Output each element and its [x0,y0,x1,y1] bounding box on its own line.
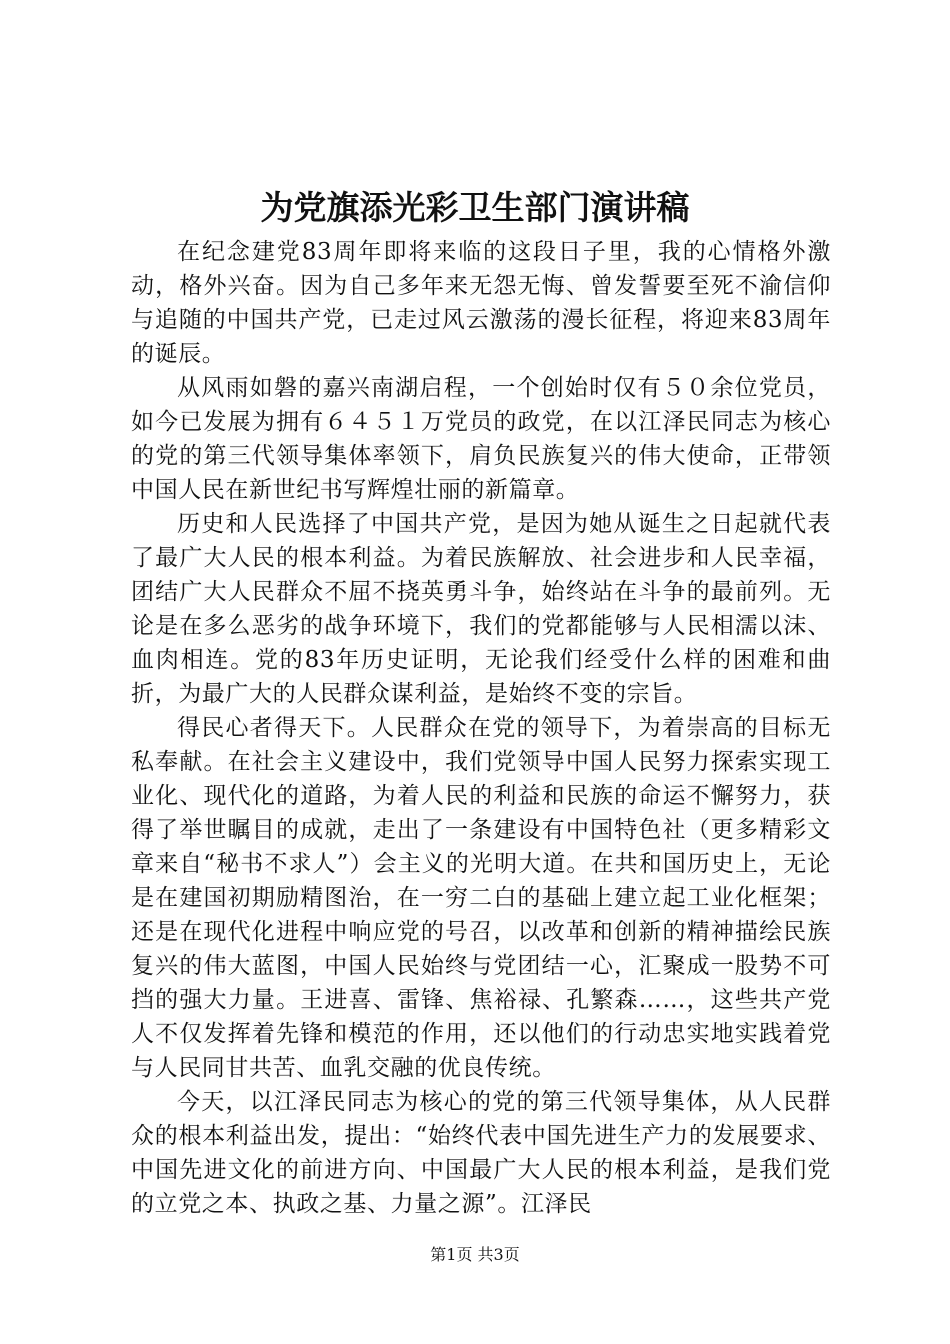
document-body [131,235,831,1221]
paragraph-1: 在纪念建党83周年即将来临的这段日子里，我的心情格外激动，格外兴奋。因为自己多年来无怨无悔、曾发誓要至死不渝信仰与追随的中国共产党，已走过风云激荡的漫长征程，将迎来83周年的诞辰。 [131,239,831,367]
page-footer: 第1页 共3页 [430,1245,520,1264]
document-title: 为党旗添光彩卫生部门演讲稿 [260,188,690,227]
paragraph-4: 得民心者得天下。人民群众在党的领导下，为着崇高的目标无私奉献。在社会主义建设中，我们党领导中国人民努力探索实现工业化、现代化的道路，为着人民的利益和民族的命运不懈努力，获得了举世瞩目的成就，走出了一条建设有中国特色社（更多精彩文章来自“秘书不求人”）会主义的光明大道。在共和国历史上，无论是在建国初期励精图治，在一穷二白的基础上建立起工业化框架；还是在现代化进程中响应党的号召，以改革和创新的精神描绘民族复兴的伟大蓝图，中国人民始终与党团结一心，汇聚成一股势不可挡的强大力量。王进喜、雷锋、焦裕禄、孔繁森……，这些共产党人不仅发挥着先锋和模范的作用，还以他们的行动忠实地实践着党与人民同甘共苦、血乳交融的优良传统。 [131,715,831,1081]
paragraph-3: 历史和人民选择了中国共产党，是因为她从诞生之日起就代表了最广大人民的根本利益。为着民族解放、社会进步和人民幸福，团结广大人民群众不屈不挠英勇斗争，始终站在斗争的最前列。无论是在多么恶劣的战争环境下，我们的党都能够与人民相濡以沫、血肉相连。党的83年历史证明，无论我们经受什么样的困难和曲折，为最广大的人民群众谋利益，是始终不变的宗旨。 [131,511,831,707]
paragraph-5: 今天，以江泽民同志为核心的党的第三代领导集体，从人民群众的根本利益出发，提出：“始终代表中国先进生产力的发展要求、中国先进文化的前进方向、中国最广大人民的根本利益，是我们党的立党之本、执政之基、力量之源”。江泽民 [131,1089,831,1217]
paragraph-2: 从风雨如磐的嘉兴南湖启程，一个创始时仅有５０余位党员，如今已发展为拥有６４５１万党员的政党，在以江泽民同志为核心的党的第三代领导集体率领下，肩负民族复兴的伟大使命，正带领中国人民在新世纪书写辉煌壮丽的新篇章。 [131,375,831,503]
